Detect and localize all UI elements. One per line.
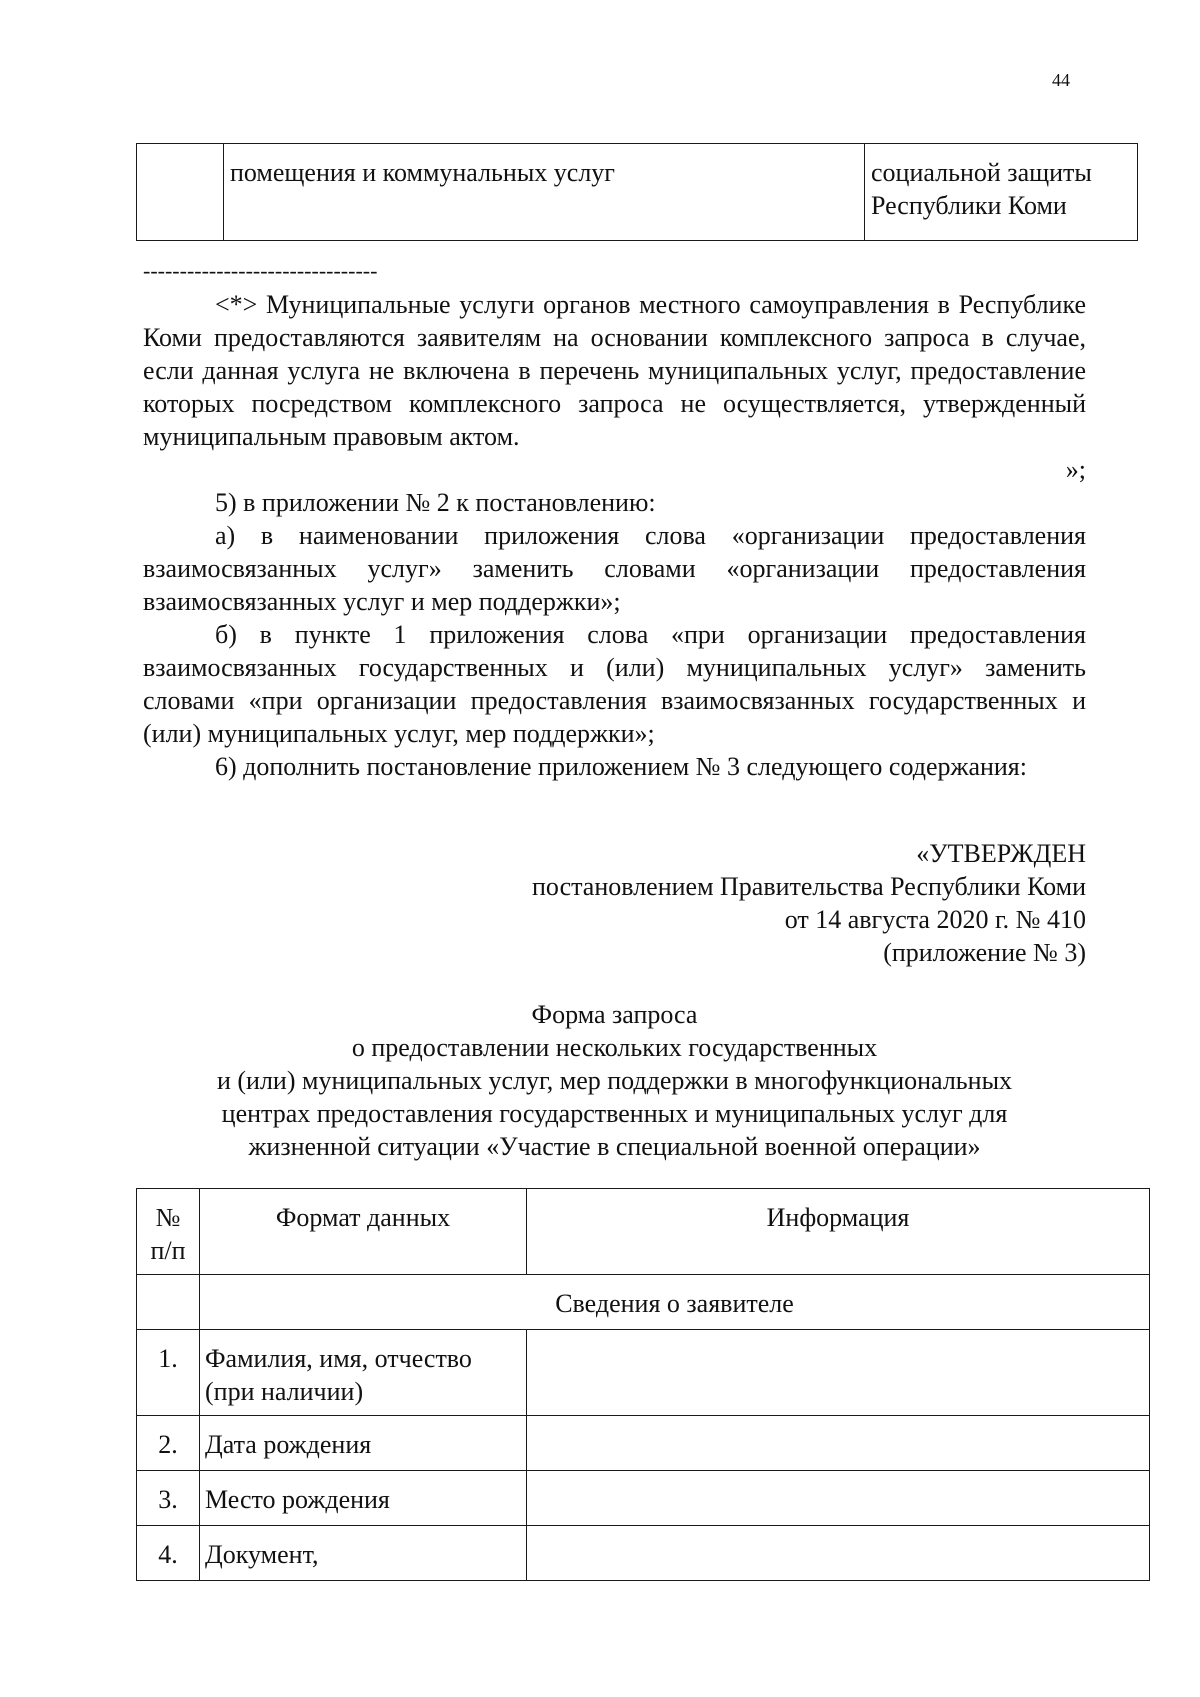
row-value-cell <box>527 1526 1150 1581</box>
table-row <box>137 1471 1150 1526</box>
row-value-cell <box>527 1416 1150 1471</box>
footnote-text: <*> Муниципальные услуги органов местного самоуправления в Республике Коми предоставляются заявителям на основании комплексного запроса в случае, если данная услуга не включена в перечень муниципальных услуг, предоставление которых посредством комплексного запроса не осуществляется, утвержденный муниципальным правовым актом. <box>143 290 1086 451</box>
form-title-line: центрах предоставления государственных и муниципальных услуг для <box>221 1099 1008 1128</box>
form-title-line: жизненной ситуации «Участие в специальной военной операции» <box>248 1132 981 1161</box>
header-information: Информация <box>527 1189 1150 1275</box>
section-title: Сведения о заявителе <box>200 1275 1150 1330</box>
row-value-cell <box>527 1330 1150 1416</box>
approval-stamp <box>440 837 1086 969</box>
table-row <box>137 1330 1150 1416</box>
table-header-row <box>137 1189 1150 1275</box>
continued-table <box>136 143 1138 241</box>
header-number-abbr: п/п <box>150 1236 186 1265</box>
page-number: 44 <box>1052 70 1070 90</box>
row-value-cell <box>527 1471 1150 1526</box>
service-name-cell: помещения и коммунальных услуг <box>224 144 865 241</box>
table-row <box>137 1526 1150 1581</box>
authority-line: Республики Коми <box>871 191 1067 220</box>
row-number: 1. <box>137 1330 200 1416</box>
header-number-symbol: № <box>155 1203 181 1232</box>
form-title-line: Форма запроса <box>531 1000 698 1029</box>
approval-line: (приложение № 3) <box>883 938 1086 967</box>
authority-line: социальной защиты <box>871 158 1092 187</box>
row-field-label: Дата рождения <box>200 1416 527 1471</box>
row-field-label <box>200 1330 527 1416</box>
footnote-rule: -------------------------------- <box>143 258 378 283</box>
table-row <box>137 144 1138 241</box>
row-number: 2. <box>137 1416 200 1471</box>
amendment-item-6: 6) дополнить постановление приложением № 3 следующего содержания: <box>215 752 1027 781</box>
header-data-format: Формат данных <box>200 1189 527 1275</box>
quote-closing: »; <box>1065 455 1086 484</box>
request-form-table <box>136 1188 1150 1581</box>
section-number-cell <box>137 1275 200 1330</box>
amendment-item-5b: б) в пункте 1 приложения слова «при организации предоставления взаимосвязанных государственных и (или) муниципальных услуг» заменить словами «при организации предоставления взаимосвязанных государственных и (или) муниципальных услуг, мер поддержки»; <box>143 620 1086 748</box>
field-label-line: (при наличии) <box>205 1377 364 1406</box>
form-title <box>143 998 1086 1163</box>
amendment-item-5a: а) в наименовании приложения слова «организации предоставления взаимосвязанных услуг» заменить словами «организации предоставления взаимосвязанных услуг и мер поддержки»; <box>143 521 1086 616</box>
approval-line: от 14 августа 2020 г. № 410 <box>784 905 1086 934</box>
form-title-line: и (или) муниципальных услуг, мер поддержки в многофункциональных <box>216 1066 1013 1095</box>
empty-number-cell <box>137 144 224 241</box>
approval-line: «УТВЕРЖДЕН <box>916 839 1086 868</box>
amendment-item-5: 5) в приложении № 2 к постановлению: <box>215 488 656 517</box>
row-number: 3. <box>137 1471 200 1526</box>
header-number <box>137 1189 200 1275</box>
approval-line: постановлением Правительства Республики Коми <box>532 872 1086 901</box>
field-label-line: Фамилия, имя, отчество <box>205 1344 472 1373</box>
row-field-label: Документ, <box>200 1526 527 1581</box>
table-row <box>137 1416 1150 1471</box>
authority-cell <box>865 144 1138 241</box>
form-title-line: о предоставлении нескольких государственных <box>351 1033 878 1062</box>
section-row <box>137 1275 1150 1330</box>
row-number: 4. <box>137 1526 200 1581</box>
row-field-label: Место рождения <box>200 1471 527 1526</box>
